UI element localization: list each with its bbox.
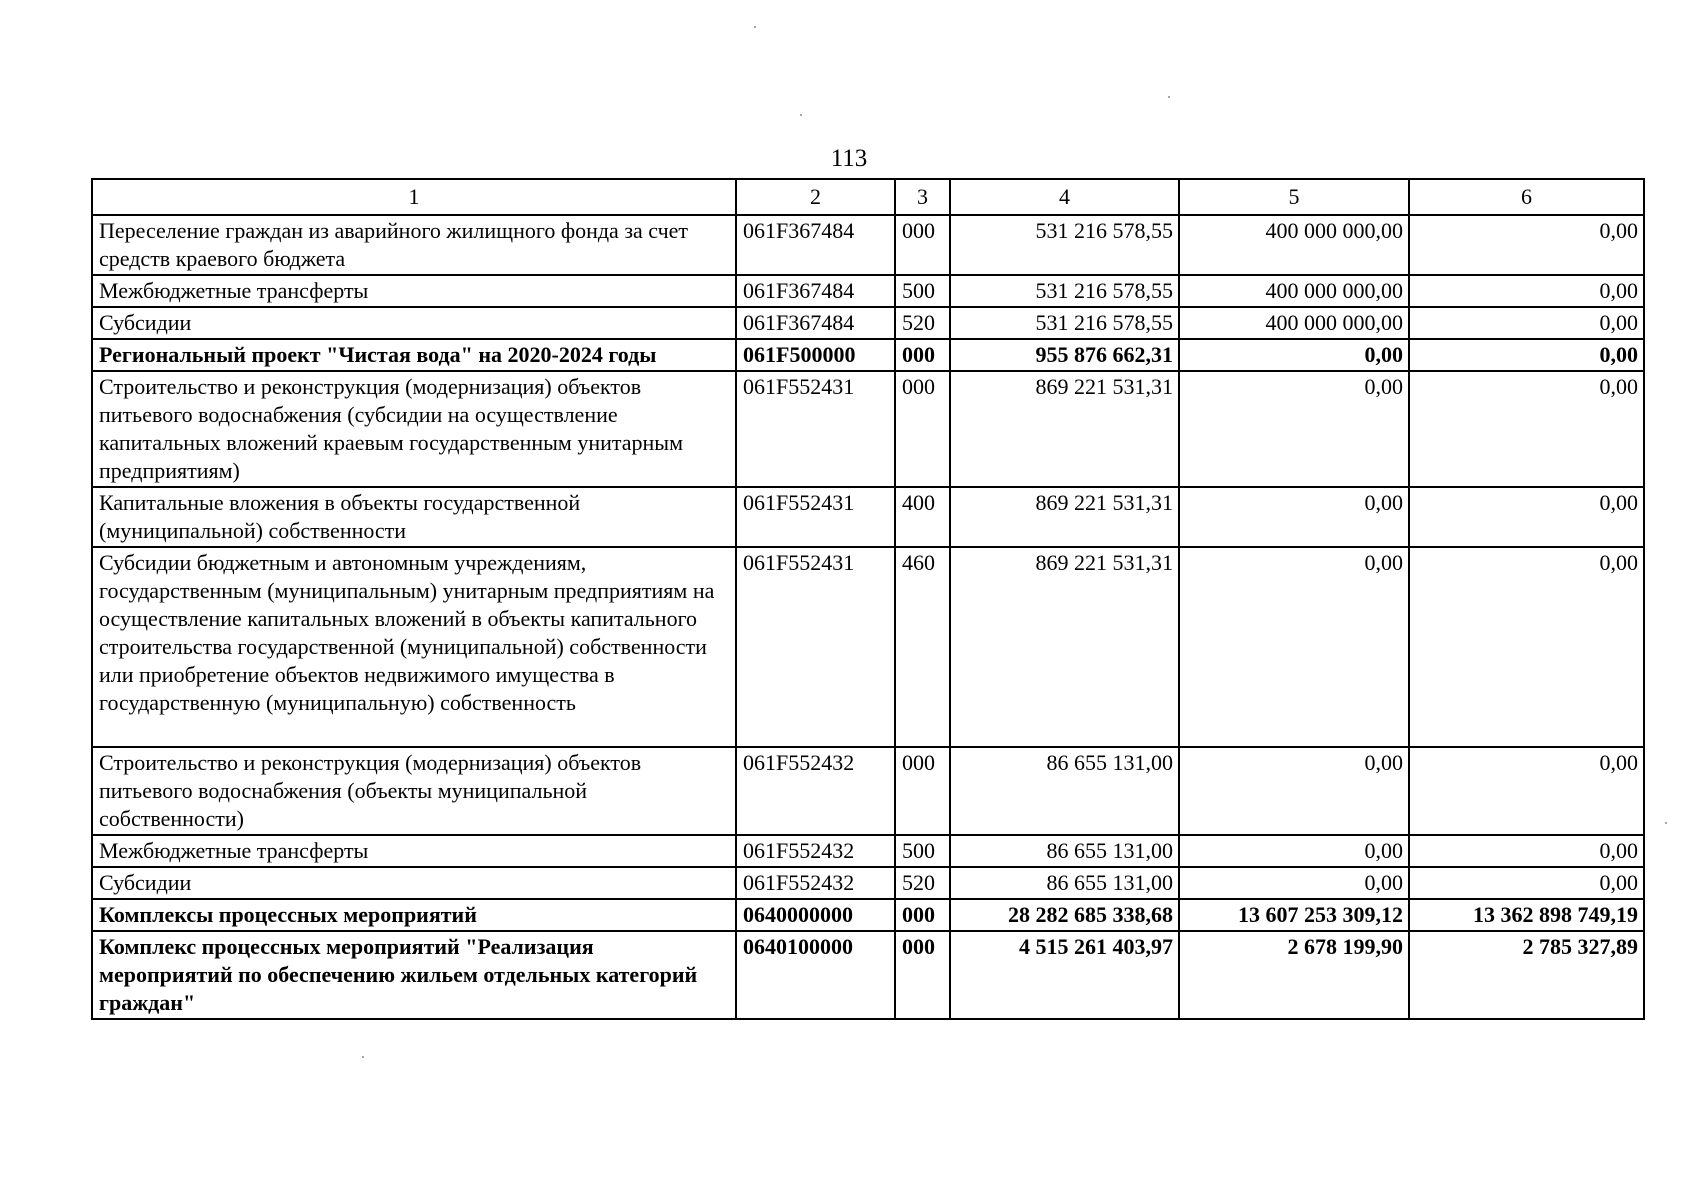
row-value-5-cell: 0,00 xyxy=(1179,339,1409,371)
row-value-6-cell: 0,00 xyxy=(1409,835,1644,867)
row-value-5-cell: 0,00 xyxy=(1179,835,1409,867)
row-type-cell: 500 xyxy=(895,275,950,307)
row-value-5-cell: 400 000 000,00 xyxy=(1179,215,1409,275)
row-type-cell: 460 xyxy=(895,547,950,747)
row-code-cell: 061F552432 xyxy=(736,747,895,835)
row-code-cell: 0640100000 xyxy=(736,931,895,1019)
row-value-5-cell: 0,00 xyxy=(1179,867,1409,899)
row-code-cell: 061F552431 xyxy=(736,487,895,547)
row-value-4-cell: 531 216 578,55 xyxy=(950,275,1179,307)
table-row xyxy=(92,547,1644,747)
scan-speck xyxy=(1665,822,1667,824)
row-value-5-cell: 0,00 xyxy=(1179,371,1409,487)
row-value-6-cell: 0,00 xyxy=(1409,747,1644,835)
column-header-6: 6 xyxy=(1409,179,1644,215)
row-type-cell: 000 xyxy=(895,339,950,371)
column-header-5: 5 xyxy=(1179,179,1409,215)
table-row xyxy=(92,215,1644,275)
row-type-cell: 400 xyxy=(895,487,950,547)
row-code-cell: 061F552432 xyxy=(736,835,895,867)
row-value-6-cell: 13 362 898 749,19 xyxy=(1409,899,1644,931)
row-value-5-cell: 0,00 xyxy=(1179,487,1409,547)
row-value-4-cell: 86 655 131,00 xyxy=(950,867,1179,899)
row-type-cell: 000 xyxy=(895,931,950,1019)
table-row xyxy=(92,275,1644,307)
row-name-cell: Межбюджетные трансферты xyxy=(92,835,736,867)
row-value-4-cell: 869 221 531,31 xyxy=(950,487,1179,547)
row-name-cell: Региональный проект "Чистая вода" на 2020-2024 годы xyxy=(92,339,736,371)
row-value-6-cell: 0,00 xyxy=(1409,215,1644,275)
budget-table xyxy=(91,178,1645,1020)
row-code-cell: 061F367484 xyxy=(736,215,895,275)
row-name-cell: Комплекс процессных мероприятий "Реализация мероприятий по обеспечению жильем отдельных категорий граждан" xyxy=(92,931,736,1019)
row-value-6-cell: 0,00 xyxy=(1409,371,1644,487)
row-type-cell: 000 xyxy=(895,371,950,487)
row-value-4-cell: 531 216 578,55 xyxy=(950,307,1179,339)
column-header-4: 4 xyxy=(950,179,1179,215)
row-value-6-cell: 0,00 xyxy=(1409,339,1644,371)
row-value-4-cell: 869 221 531,31 xyxy=(950,371,1179,487)
row-value-6-cell: 2 785 327,89 xyxy=(1409,931,1644,1019)
row-value-4-cell: 531 216 578,55 xyxy=(950,215,1179,275)
table-row xyxy=(92,835,1644,867)
row-name-cell: Строительство и реконструкция (модернизация) объектов питьевого водоснабжения (субсидии на осуществление капитальных вложений краевым государственным унитарным предприятиям) xyxy=(92,371,736,487)
row-name-cell: Строительство и реконструкция (модернизация) объектов питьевого водоснабжения (объекты муниципальной собственности) xyxy=(92,747,736,835)
row-name-cell: Переселение граждан из аварийного жилищного фонда за счет средств краевого бюджета xyxy=(92,215,736,275)
row-value-5-cell: 0,00 xyxy=(1179,747,1409,835)
row-value-6-cell: 0,00 xyxy=(1409,867,1644,899)
row-value-6-cell: 0,00 xyxy=(1409,275,1644,307)
row-type-cell: 000 xyxy=(895,215,950,275)
row-value-6-cell: 0,00 xyxy=(1409,487,1644,547)
scan-speck xyxy=(362,1056,364,1058)
row-value-4-cell: 28 282 685 338,68 xyxy=(950,899,1179,931)
table-row xyxy=(92,747,1644,835)
column-header-1: 1 xyxy=(92,179,736,215)
row-type-cell: 500 xyxy=(895,835,950,867)
row-type-cell: 000 xyxy=(895,747,950,835)
scan-speck xyxy=(800,114,802,116)
row-value-6-cell: 0,00 xyxy=(1409,307,1644,339)
table-row xyxy=(92,371,1644,487)
row-type-cell: 520 xyxy=(895,867,950,899)
table-row xyxy=(92,339,1644,371)
table-row xyxy=(92,307,1644,339)
scan-speck xyxy=(754,26,756,28)
row-value-4-cell: 86 655 131,00 xyxy=(950,835,1179,867)
row-value-5-cell: 2 678 199,90 xyxy=(1179,931,1409,1019)
page-number: 113 xyxy=(830,145,868,172)
row-value-4-cell: 869 221 531,31 xyxy=(950,547,1179,747)
row-code-cell: 0640000000 xyxy=(736,899,895,931)
row-name-cell: Комплексы процессных мероприятий xyxy=(92,899,736,931)
row-value-4-cell: 955 876 662,31 xyxy=(950,339,1179,371)
row-code-cell: 061F552431 xyxy=(736,547,895,747)
row-value-4-cell: 4 515 261 403,97 xyxy=(950,931,1179,1019)
table-row xyxy=(92,867,1644,899)
table-row xyxy=(92,899,1644,931)
row-name-cell: Капитальные вложения в объекты государственной (муниципальной) собственности xyxy=(92,487,736,547)
row-code-cell: 061F500000 xyxy=(736,339,895,371)
row-value-5-cell: 400 000 000,00 xyxy=(1179,275,1409,307)
row-type-cell: 520 xyxy=(895,307,950,339)
row-code-cell: 061F552432 xyxy=(736,867,895,899)
header-row xyxy=(92,179,1644,215)
row-code-cell: 061F367484 xyxy=(736,307,895,339)
row-value-4-cell: 86 655 131,00 xyxy=(950,747,1179,835)
row-code-cell: 061F552431 xyxy=(736,371,895,487)
row-value-5-cell: 400 000 000,00 xyxy=(1179,307,1409,339)
row-name-cell: Межбюджетные трансферты xyxy=(92,275,736,307)
row-name-cell: Субсидии xyxy=(92,307,736,339)
table-row xyxy=(92,487,1644,547)
row-name-cell: Субсидии бюджетным и автономным учреждениям, государственным (муниципальным) унитарным предприятиям на осуществление капитальных вложений в объекты капитального строительства государственной (муниципальной) собственности или приобретение объектов недвижимого имущества в государственную (муниципальную) собственность xyxy=(92,547,736,747)
column-header-2: 2 xyxy=(736,179,895,215)
scan-speck xyxy=(1168,96,1170,98)
row-value-5-cell: 13 607 253 309,12 xyxy=(1179,899,1409,931)
row-value-5-cell: 0,00 xyxy=(1179,547,1409,747)
row-type-cell: 000 xyxy=(895,899,950,931)
row-code-cell: 061F367484 xyxy=(736,275,895,307)
table-row xyxy=(92,931,1644,1019)
row-value-6-cell: 0,00 xyxy=(1409,547,1644,747)
column-header-3: 3 xyxy=(895,179,950,215)
row-name-cell: Субсидии xyxy=(92,867,736,899)
